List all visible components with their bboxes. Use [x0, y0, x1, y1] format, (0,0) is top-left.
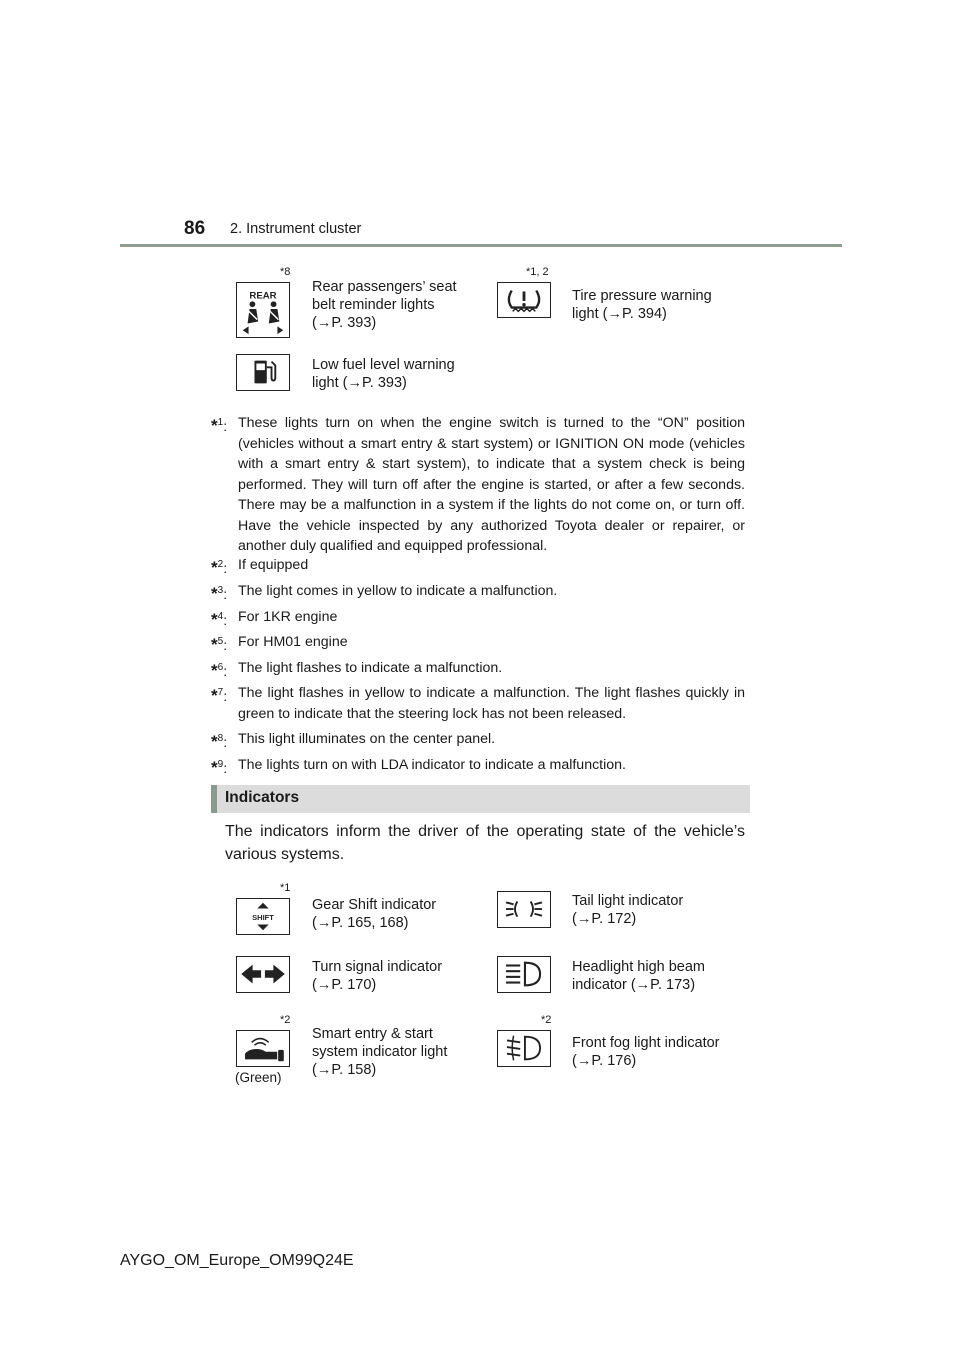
- rear-seat-belt-label: Rear passengers’ seat belt reminder lights (→P. 393): [312, 279, 457, 331]
- smart-key-icon: [236, 1030, 290, 1067]
- document-footer: AYGO_OM_Europe_OM99Q24E: [120, 1252, 354, 1269]
- low-fuel-label: Low fuel level warning light (→P. 393): [312, 357, 455, 391]
- section-title: 2. Instrument cluster: [230, 221, 362, 237]
- footnote-2: *$^2$: If equipped: [211, 557, 309, 577]
- turn-signal-label: Turn signal indicator (→P. 170): [312, 959, 443, 993]
- footnote-ref: *1: [280, 882, 291, 894]
- footnote-4: *$^4$: For 1KR engine: [211, 609, 338, 629]
- footnote-ref: *2: [280, 1014, 291, 1026]
- shift-text: SHIFT: [252, 912, 274, 922]
- rear-seat-belt-icon: [236, 282, 290, 338]
- footnote-9: *$^9$: The lights turn on with LDA indicator to indicate a malfunction.: [211, 757, 627, 777]
- tail-light-label: Tail light indicator (→P. 172): [572, 893, 684, 927]
- header-divider: [120, 244, 842, 247]
- gear-shift-icon: [236, 898, 290, 935]
- indicators-heading: Indicators: [211, 785, 750, 813]
- footnote-6: *$^6$: The light flashes to indicate a malfunction.: [211, 660, 503, 680]
- smart-key-caption: (Green): [235, 1070, 282, 1085]
- footnote-ref: *1, 2: [526, 266, 549, 278]
- tire-pressure-warning-icon: [497, 282, 551, 318]
- rear-icon-text: REAR: [249, 290, 277, 302]
- footnote-5: *$^5$: For HM01 engine: [211, 634, 348, 654]
- indicators-intro: The indicators inform the driver of the operating state of the vehicle’s various systems.: [225, 823, 745, 863]
- front-fog-light-icon: [497, 1030, 551, 1067]
- smart-entry-label: Smart entry & start system indicator light (→P. 158): [312, 1026, 448, 1078]
- gear-shift-label: Gear Shift indicator (→P. 165, 168): [312, 897, 437, 931]
- high-beam-label: Headlight high beam indicator (→P. 173): [572, 959, 706, 993]
- high-beam-icon: [497, 956, 551, 993]
- page-number: 86: [184, 218, 206, 239]
- tire-pressure-label: Tire pressure warning light (→P. 394): [572, 288, 712, 322]
- fuel-pump-icon: [236, 354, 290, 391]
- footnote-8: *$^8$: This light illuminates on the center panel.: [211, 731, 496, 751]
- footnote-7: *$^7$: The light flashes in yellow to indicate a malfunction. The light flashes quickly in green to indicate that the steering lock has not been released.: [211, 685, 745, 722]
- footnote-1: *$^1$: These lights turn on when the engine switch is turned to the “ON” position (vehicles without a smart entry & start system) or IGNITION ON mode (vehicles with a smart entry & start system), to indicate that a system check is being performed. They will turn off after the engine is started, or after a few seconds. There may be a malfunction in a system if the lights do not come on, or turn off. Have the vehicle inspected by any authorized Toyota dealer or repairer, or another duly qualified and equipped professional.: [211, 415, 745, 554]
- footnote-3: *$^3$: The light comes in yellow to indicate a malfunction.: [211, 583, 558, 603]
- turn-signal-icon: [236, 956, 290, 993]
- tail-light-icon: [497, 891, 551, 928]
- footnote-ref: *2: [541, 1014, 552, 1026]
- footnote-ref: *8: [280, 266, 291, 278]
- front-fog-label: Front fog light indicator (→P. 176): [572, 1035, 720, 1069]
